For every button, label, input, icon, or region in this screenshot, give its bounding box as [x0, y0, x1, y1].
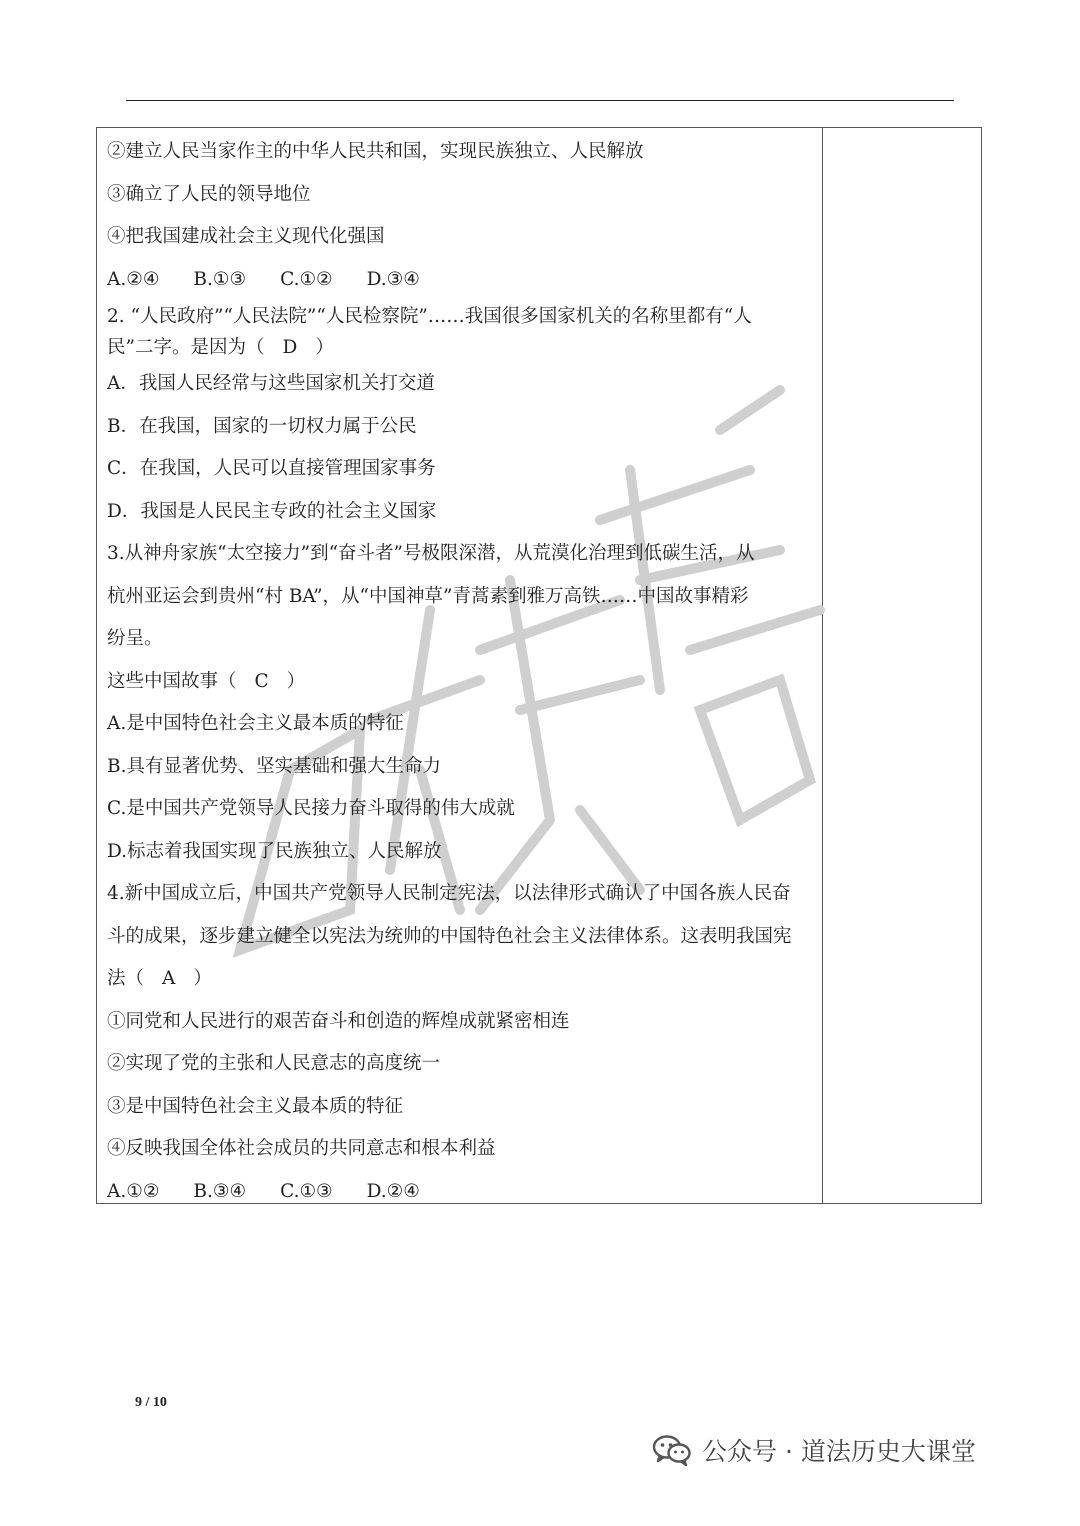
option-label: B.③④	[193, 1180, 247, 1202]
q2-option: B．在我国，国家的一切权力属于公民	[107, 415, 417, 437]
q2-option: A．我国人民经常与这些国家机关打交道	[107, 373, 435, 394]
q2-stem-cont	[107, 332, 817, 363]
q4-item: ④反映我国全体社会成员的共同意志和根本利益	[107, 1138, 496, 1159]
text-line: ③确立了人民的领导地位	[107, 183, 311, 205]
q3-stem: 纷呈。	[107, 628, 163, 649]
option-label: D.②④	[366, 1180, 420, 1202]
q3-option: C.是中国共产党领导人民接力奋斗取得的伟大成就	[107, 798, 515, 819]
q4-stem: 4.新中国成立后，中国共产党领导人民制定宪法，以法律形式确认了中国各族人民奋	[107, 883, 791, 904]
q2-stem-close: ）	[315, 337, 334, 358]
q4-answer: A	[162, 968, 176, 989]
q3-option: D.标志着我国实现了民族独立、人民解放	[107, 840, 442, 862]
q4-item: ③是中国特色社会主义最本质的特征	[107, 1095, 404, 1117]
q4-item: ①同党和人民进行的艰苦奋斗和创造的辉煌成就紧密相连	[107, 1010, 570, 1032]
q3-stem: 杭州亚运会到贵州“村 BA”，从“中国神草”青蒿素到雅万高铁……中国故事精彩	[107, 585, 749, 607]
q2-option: C．在我国，人民可以直接管理国家事务	[107, 458, 436, 479]
q3-stem: 3.从神舟家族“太空接力”到“奋斗者”号极限深潜，从荒漠化治理到低碳生活，从	[107, 543, 755, 564]
footer-brand	[652, 1428, 976, 1472]
option-label: A.②④	[107, 268, 160, 290]
q3-prompt	[107, 661, 817, 704]
page-number: 9 / 10	[135, 1395, 167, 1410]
q3-prompt-close: ）	[286, 670, 306, 692]
option-label: C.①②	[280, 268, 333, 290]
option-label: A.①②	[107, 1180, 160, 1202]
q3-option: A.是中国特色社会主义最本质的特征	[107, 713, 404, 734]
header-rule	[126, 100, 954, 101]
q1-options	[107, 259, 817, 302]
text-line: ②建立人民当家作主的中华人民共和国，实现民族独立、人民解放	[107, 141, 644, 162]
q4-item: ②实现了党的主张和人民意志的高度统一	[107, 1053, 441, 1074]
option-label: B.①③	[193, 268, 247, 290]
q4-stem-text: 法（	[107, 968, 145, 989]
q2-option: D．我国是人民民主专政的社会主义国家	[107, 500, 437, 522]
table-column-divider	[822, 127, 823, 1204]
footer-brand-text: 公众号 · 道法历史大课堂	[702, 1437, 976, 1466]
q4-options	[107, 1171, 817, 1214]
q3-answer: C	[254, 670, 269, 692]
q3-option: B.具有显著优势、坚实基础和强大生命力	[107, 755, 441, 777]
option-label: C.①③	[280, 1180, 333, 1202]
q2-stem-text: 民”二字。是因为（	[107, 337, 265, 358]
q2-stem: 2. “人民政府”“人民法院”“人民检察院”……我国很多国家机关的名称里都有“人	[107, 306, 752, 327]
text-line: ④把我国建成社会主义现代化强国	[107, 226, 385, 247]
option-label: D.③④	[366, 268, 420, 290]
q4-stem-close: ）	[193, 968, 212, 989]
q2-answer: D	[282, 337, 298, 358]
q4-stem: 斗的成果，逐步建立健全以宪法为统帅的中国特色社会主义法律体系。这表明我国宪	[107, 925, 792, 947]
q4-stem-last	[107, 958, 817, 1001]
q3-prompt-text: 这些中国故事（	[107, 670, 237, 692]
wechat-icon	[652, 1434, 692, 1466]
question-content	[107, 131, 817, 1213]
